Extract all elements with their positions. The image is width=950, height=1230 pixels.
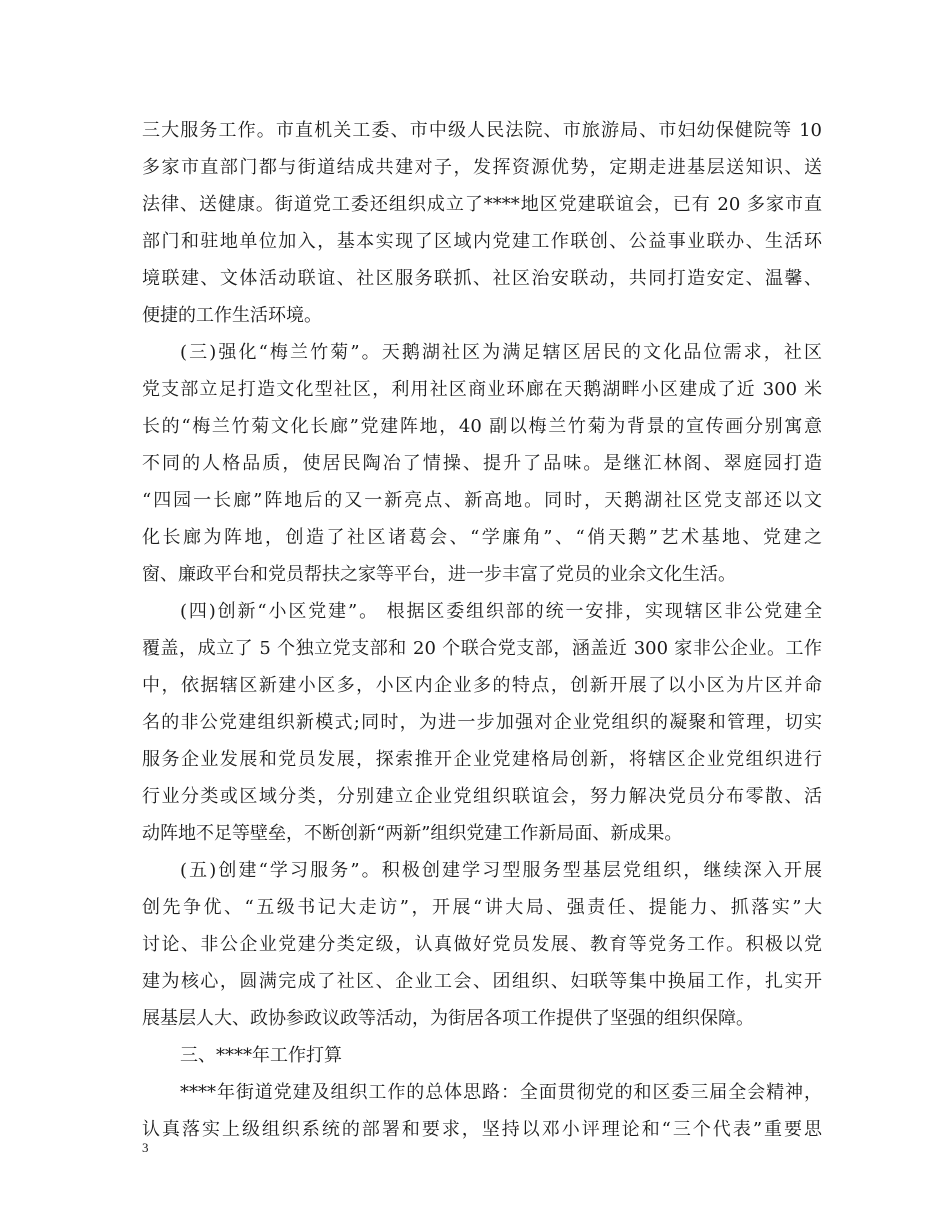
text-line: 窗、廉政平台和党员帮扶之家等平台，进一步丰富了党员的业余文化生活。 [142, 564, 736, 585]
text-line: 党支部立足打造文化型社区，利用社区商业环廊在天鹅湖畔小区建成了近 300 米 [142, 379, 822, 400]
text-line: 长的“梅兰竹菊文化长廊”党建阵地，40 副以梅兰竹菊为背景的宣传画分别寓意 [142, 416, 822, 437]
text-line: 覆盖，成立了 5 个独立党支部和 20 个联合党支部，涵盖近 300 家非公企业。工作 [142, 638, 822, 659]
page-number: 3 [142, 1140, 149, 1155]
paragraph-start-line: ****年街道党建及组织工作的总体思路：全面贯彻党的和区委三届全会精神， [180, 1082, 822, 1103]
text-line: 创先争优、“五级书记大走访”，开展“讲大局、强责任、提能力、抓落实”大 [142, 897, 822, 918]
section-heading: 三、****年工作打算 [180, 1045, 342, 1066]
body-text [142, 112, 822, 1148]
text-line: 法律、送健康。街道党工委还组织成立了****地区党建联谊会，已有 20 多家市直 [142, 194, 822, 215]
text-line: 境联建、文体活动联谊、社区服务联抓、社区治安联动，共同打造安定、温馨、 [142, 268, 822, 289]
text-line: 多家市直部门都与街道结成共建对子，发挥资源优势，定期走进基层送知识、送 [142, 157, 822, 178]
paragraph-start-line: (四)创新“小区党建”。 根据区委组织部的统一安排，实现辖区非公党建全 [180, 601, 822, 622]
text-line: 中，依据辖区新建小区多，小区内企业多的特点，创新开展了以小区为片区并命 [142, 675, 822, 696]
text-line: 三大服务工作。市直机关工委、市中级人民法院、市旅游局、市妇幼保健院等 10 [142, 120, 822, 141]
text-line: 名的非公党建组织新模式;同时，为进一步加强对企业党组织的凝聚和管理，切实 [142, 712, 822, 733]
text-line: 认真落实上级组织系统的部署和要求，坚持以邓小评理论和“三个代表”重要思 [142, 1119, 822, 1140]
text-line: 行业分类或区域分类，分别建立企业党组织联谊会，努力解决党员分布零散、活 [142, 786, 822, 807]
text-line: “四园一长廊”阵地后的又一新亮点、新高地。同时，天鹅湖社区党支部还以文 [142, 490, 822, 511]
text-line: 便捷的工作生活环境。 [142, 305, 322, 326]
text-line: 展基层人大、政协参政议政等活动，为街居各项工作提供了坚强的组织保障。 [142, 1008, 754, 1029]
text-line: 建为核心，圆满完成了社区、企业工会、团组织、妇联等集中换届工作，扎实开 [142, 971, 822, 992]
text-line: 讨论、非公企业党建分类定级，认真做好党员发展、教育等党务工作。积极以党 [142, 934, 822, 955]
text-line: 化长廊为阵地，创造了社区诸葛会、“学廉角”、“俏天鹅”艺术基地、党建之 [142, 527, 822, 548]
text-line: 动阵地不足等壁垒，不断创新“两新”组织党建工作新局面、新成果。 [142, 823, 683, 844]
text-line: 服务企业发展和党员发展，探索推开企业党建格局创新，将辖区企业党组织进行 [142, 749, 822, 770]
paragraph-start-line: (五)创建“学习服务”。积极创建学习型服务型基层党组织，继续深入开展 [180, 860, 822, 881]
text-line: 部门和驻地单位加入，基本实现了区域内党建工作联创、公益事业联办、生活环 [142, 231, 822, 252]
text-line: 不同的人格品质，使居民陶冶了情操、提升了品味。是继汇林阁、翠庭园打造 [142, 453, 822, 474]
paragraph-start-line: (三)强化“梅兰竹菊”。天鹅湖社区为满足辖区居民的文化品位需求，社区 [180, 342, 822, 363]
